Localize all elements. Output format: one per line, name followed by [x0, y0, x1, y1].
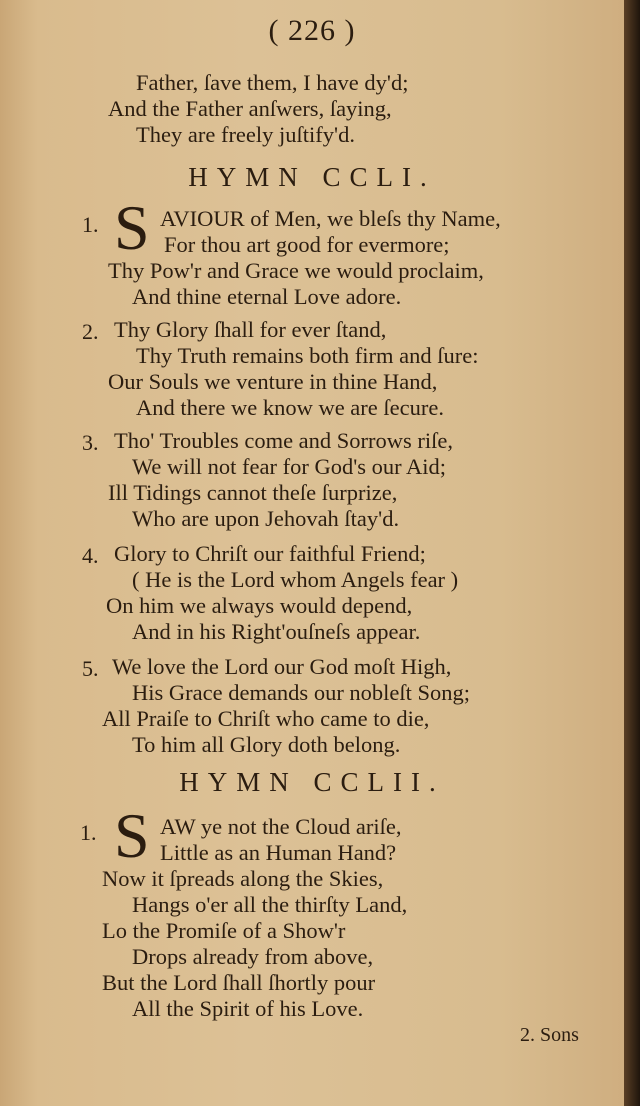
- verse-line: Tho' Troubles come and Sorrows riſe,: [114, 428, 454, 453]
- verse-line: All Praiſe to Chriſt who came to die,: [102, 706, 430, 731]
- verse-line: Thy Pow'r and Grace we would proclaim,: [108, 258, 484, 283]
- page-number: ( 226 ): [268, 14, 356, 47]
- verse-line: Little as an Human Hand?: [160, 840, 397, 865]
- closing-line-1: Father, ſave them, I have dy'd;: [136, 70, 409, 95]
- verse-line: We love the Lord our God moſt High,: [112, 654, 452, 679]
- verse-number: 3.: [82, 430, 99, 455]
- verse-line: AW ye not the Cloud ariſe,: [160, 814, 402, 839]
- verse-line: Thy Truth remains both firm and ſure:: [136, 343, 479, 368]
- verse-line: For thou art good for evermore;: [164, 232, 450, 257]
- verse-line: Lo the Promiſe of a Show'r: [102, 918, 346, 943]
- verse-line: And in his Right'ouſneſs appear.: [132, 619, 421, 644]
- verse-line: AVIOUR of Men, we bleſs thy Name,: [160, 206, 501, 231]
- verse-line: Glory to Chriſt our faithful Friend;: [114, 541, 426, 566]
- verse-number: 5.: [82, 656, 99, 681]
- verse-line: ( He is the Lord whom Angels fear ): [132, 567, 459, 592]
- closing-line-3: They are freely juſtify'd.: [136, 122, 355, 147]
- verse-line: And thine eternal Love adore.: [132, 284, 402, 309]
- hymn-252-title: HYMN CCLII.: [179, 767, 445, 797]
- verse-line: And there we know we are ſecure.: [136, 395, 444, 420]
- drop-cap: S: [114, 800, 150, 871]
- catchword: 2. Sons: [520, 1024, 579, 1046]
- verse-line: Drops already from above,: [132, 944, 374, 969]
- verse-number: 2.: [82, 319, 99, 344]
- verse-line: Our Souls we venture in thine Hand,: [108, 369, 438, 394]
- verse-line: We will not fear for God's our Aid;: [132, 454, 447, 479]
- verse-line: All the Spirit of his Love.: [132, 996, 364, 1021]
- verse-line: Thy Glory ſhall for ever ſtand,: [114, 317, 387, 342]
- verse-line: Now it ſpreads along the Skies,: [102, 866, 384, 891]
- verse-number: 1.: [82, 212, 99, 237]
- closing-line-2: And the Father anſwers, ſaying,: [108, 96, 392, 121]
- verse-line: Who are upon Jehovah ſtay'd.: [132, 506, 400, 531]
- verse-line: His Grace demands our nobleſt Song;: [132, 680, 471, 705]
- hymn-251-title: HYMN CCLI.: [188, 162, 436, 192]
- verse-line: To him all Glory doth belong.: [132, 732, 401, 757]
- verse-number: 1.: [80, 820, 97, 845]
- verse-line: But the Lord ſhall ſhortly pour: [102, 970, 376, 995]
- page-edge: [624, 0, 640, 1106]
- verse-line: Hangs o'er all the thirſty Land,: [132, 892, 408, 917]
- drop-cap: S: [114, 192, 150, 263]
- verse-line: Ill Tidings cannot theſe ſurprize,: [108, 480, 398, 505]
- verse-line: On him we always would depend,: [106, 593, 413, 618]
- verse-number: 4.: [82, 543, 99, 568]
